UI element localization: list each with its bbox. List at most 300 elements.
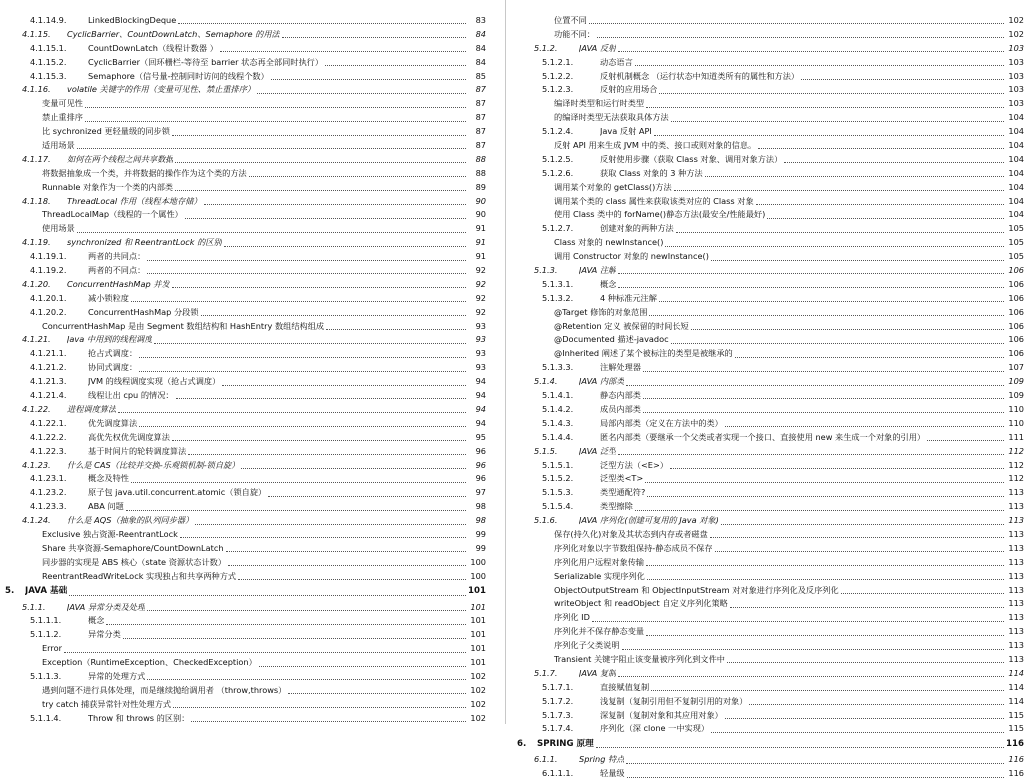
- toc-entry-number: 4.1.23.: [22, 459, 51, 470]
- toc-entry[interactable]: [512, 167, 1030, 181]
- toc-entry[interactable]: [0, 556, 500, 570]
- dot-leader: [226, 551, 466, 552]
- toc-entry[interactable]: [512, 611, 1030, 625]
- toc-entry[interactable]: [512, 514, 1030, 528]
- dot-leader: [173, 707, 466, 708]
- toc-entry-number: 6.1.1.1.: [542, 768, 574, 779]
- toc-entry-number: 5.1.5.: [534, 445, 558, 456]
- dot-leader: [176, 398, 466, 399]
- toc-entry[interactable]: [0, 389, 500, 403]
- toc-entry-title: 功能不同：: [554, 28, 595, 39]
- dot-leader: [147, 679, 466, 680]
- dot-leader: [691, 329, 1004, 330]
- toc-entry[interactable]: [0, 153, 500, 167]
- toc-entry[interactable]: [0, 167, 500, 181]
- toc-entry-title: JAVA 异常分类及处理: [67, 601, 146, 612]
- dot-leader: [801, 79, 1004, 80]
- toc-entry-page: 105: [1008, 251, 1024, 262]
- toc-entry-page: 116: [1006, 738, 1024, 749]
- toc-entry-number: 4.1.15.3.: [30, 70, 67, 81]
- dot-leader: [592, 621, 1004, 622]
- dot-leader: [249, 176, 466, 177]
- toc-entry[interactable]: [512, 767, 1030, 781]
- toc-entry-number: 4.1.17.: [22, 153, 51, 164]
- toc-entry-page: 87: [475, 84, 486, 95]
- toc-entry[interactable]: [512, 722, 1030, 736]
- toc-entry[interactable]: [512, 736, 1030, 753]
- toc-entry-page: 112: [1008, 445, 1024, 456]
- toc-entry-page: 103: [1008, 56, 1024, 67]
- dot-leader: [257, 93, 466, 94]
- toc-entry[interactable]: [0, 14, 500, 28]
- toc-entry[interactable]: [512, 125, 1030, 139]
- toc-entry-title: ReentrantReadWriteLock 实现独占和共享两种方式: [42, 570, 237, 581]
- toc-entry-number: 5.1.7.1.: [542, 681, 574, 692]
- toc-entry-page: 113: [1008, 528, 1024, 539]
- toc-entry-number: 5.1.2.1.: [542, 56, 574, 67]
- toc-entry[interactable]: [512, 556, 1030, 570]
- toc-entry[interactable]: [0, 208, 500, 222]
- toc-entry-number: 5.1.4.4.: [542, 431, 574, 442]
- dot-leader: [201, 315, 466, 316]
- toc-entry-page: 96: [475, 445, 486, 456]
- toc-entry-page: 115: [1008, 709, 1024, 720]
- toc-entry-title: 局部内部类（定义在方法中的类）: [600, 417, 723, 428]
- dot-leader: [172, 135, 466, 136]
- toc-entry[interactable]: [0, 111, 500, 125]
- toc-entry-number: 4.1.20.1.: [30, 292, 67, 303]
- dot-leader: [180, 537, 466, 538]
- toc-entry-title: JAVA 序列化(创建可复用的 Java 对象): [579, 515, 719, 526]
- toc-entry[interactable]: [0, 698, 500, 712]
- toc-entry-page: 104: [1008, 112, 1024, 123]
- toc-entry[interactable]: [512, 695, 1030, 709]
- toc-entry-number: 5.1.2.6.: [542, 167, 574, 178]
- dot-leader: [597, 37, 1004, 38]
- toc-entry-page: 87: [475, 126, 486, 137]
- toc-entry[interactable]: [0, 500, 500, 514]
- toc-entry[interactable]: [0, 320, 500, 334]
- toc-entry-title: ThreadLocalMap（线程的一个属性）: [42, 209, 183, 220]
- dot-leader: [224, 246, 466, 247]
- toc-entry[interactable]: [512, 250, 1030, 264]
- toc-entry-title: @Inherited 阐述了某个被标注的类型是被继承的: [554, 348, 733, 359]
- dot-leader: [123, 638, 466, 639]
- toc-entry-page: 98: [475, 515, 486, 526]
- dot-leader: [271, 79, 466, 80]
- toc-entry[interactable]: [0, 472, 500, 486]
- toc-entry[interactable]: [512, 570, 1030, 584]
- dot-leader: [622, 649, 1004, 650]
- toc-entry[interactable]: [0, 445, 500, 459]
- toc-entry-number: 4.1.21.2.: [30, 362, 67, 373]
- toc-entry[interactable]: [512, 445, 1030, 459]
- toc-entry[interactable]: [0, 459, 500, 473]
- toc-entry-title: 创建对象的两种方法: [600, 223, 674, 234]
- toc-entry[interactable]: [512, 320, 1030, 334]
- toc-entry-title: 泛型类<T>: [600, 473, 644, 484]
- toc-entry-number: 4.1.19.: [22, 237, 51, 248]
- toc-entry-title: 类型通配符?: [600, 487, 646, 498]
- toc-entry[interactable]: [0, 584, 500, 601]
- toc-entry-page: 91: [475, 251, 486, 262]
- toc-entry[interactable]: [512, 181, 1030, 195]
- toc-entry[interactable]: [0, 601, 500, 615]
- toc-entry[interactable]: [512, 653, 1030, 667]
- toc-entry[interactable]: [512, 139, 1030, 153]
- toc-entry-title: 序列化并不保存静态变量: [554, 626, 645, 637]
- dot-leader: [139, 426, 466, 427]
- toc-entry[interactable]: [512, 236, 1030, 250]
- dot-leader: [626, 385, 1004, 386]
- toc-entry-title: Exclusive 独占资源-ReentrantLock: [42, 528, 178, 539]
- toc-entry-title: Class 对象的 newInstance(): [554, 237, 664, 248]
- toc-entry-number: 5.1.2.7.: [542, 223, 574, 234]
- toc-entry-page: 104: [1008, 153, 1024, 164]
- toc-entry-page: 88: [475, 167, 486, 178]
- dot-leader: [282, 37, 466, 38]
- dot-leader: [635, 65, 1004, 66]
- toc-entry[interactable]: [0, 83, 500, 97]
- dot-leader: [268, 496, 466, 497]
- dot-leader: [659, 93, 1004, 94]
- dot-leader: [85, 107, 466, 108]
- toc-entry-number: 4.1.23.2.: [30, 487, 67, 498]
- toc-entry-page: 113: [1008, 640, 1024, 651]
- toc-entry[interactable]: [512, 375, 1030, 389]
- toc-entry-page: 105: [1008, 223, 1024, 234]
- toc-entry-page: 94: [475, 376, 486, 387]
- toc-entry[interactable]: [512, 639, 1030, 653]
- toc-entry[interactable]: [512, 681, 1030, 695]
- toc-entry-number: 5.1.5.1.: [542, 459, 574, 470]
- toc-entry-title: 静态内部类: [600, 390, 641, 401]
- toc-entry[interactable]: [512, 28, 1030, 42]
- toc-entry-number: 5.1.2.: [534, 42, 558, 53]
- toc-entry-number: 4.1.16.: [22, 84, 51, 95]
- toc-entry[interactable]: [0, 514, 500, 528]
- toc-list-right: [512, 14, 1030, 781]
- toc-entry-page: 114: [1008, 695, 1024, 706]
- toc-entry[interactable]: [512, 195, 1030, 209]
- toc-entry-number: 4.1.22.2.: [30, 431, 67, 442]
- toc-entry-title: 使用 Class 类中的 forName()静态方法(最安全/性能最好): [554, 209, 766, 220]
- toc-entry[interactable]: [0, 236, 500, 250]
- toc-entry[interactable]: [512, 153, 1030, 167]
- toc-entry[interactable]: [0, 264, 500, 278]
- toc-entry-title: ConcurrentHashMap 分段锁: [88, 306, 199, 317]
- dot-leader: [635, 510, 1004, 511]
- toc-entry[interactable]: [512, 83, 1030, 97]
- dot-leader: [326, 329, 466, 330]
- toc-entry-page: 103: [1008, 70, 1024, 81]
- dot-leader: [715, 551, 1004, 552]
- toc-entry-page: 101: [470, 601, 486, 612]
- toc-entry-title: 成员内部类: [600, 403, 641, 414]
- toc-entry-number: 5.1.1.3.: [30, 670, 62, 681]
- toc-entry-page: 103: [1008, 98, 1024, 109]
- toc-entry[interactable]: [512, 42, 1030, 56]
- toc-entry[interactable]: [0, 417, 500, 431]
- toc-entry[interactable]: [0, 42, 500, 56]
- dot-leader: [147, 260, 466, 261]
- toc-entry-title: JAVA 复制: [579, 667, 617, 678]
- dot-leader: [710, 537, 1004, 538]
- toc-entry[interactable]: [512, 472, 1030, 486]
- toc-entry[interactable]: [0, 195, 500, 209]
- toc-entry-page: 104: [1008, 181, 1024, 192]
- dot-leader: [711, 260, 1004, 261]
- toc-entry-number: 5.1.6.: [534, 515, 558, 526]
- toc-entry-number: 5.1.1.2.: [30, 629, 62, 640]
- toc-entry-title: 序列化子父类说明: [554, 640, 620, 651]
- toc-entry-page: 98: [475, 501, 486, 512]
- toc-entry[interactable]: [512, 111, 1030, 125]
- toc-entry-page: 105: [1008, 237, 1024, 248]
- toc-entry-page: 113: [1008, 515, 1024, 526]
- toc-entry[interactable]: [0, 361, 500, 375]
- dot-leader: [596, 747, 1004, 748]
- toc-entry[interactable]: [512, 222, 1030, 236]
- dot-leader: [195, 524, 466, 525]
- toc-entry-page: 110: [1008, 417, 1024, 428]
- toc-entry-title: 匿名内部类（要继承一个父类或者实现一个接口、直接使用 new 来生成一个对象的引用）: [600, 431, 926, 442]
- toc-entry-title: 什么是 AQS（抽象的队列同步器）: [67, 515, 194, 526]
- toc-entry-title: volatile 关键字的作用（变量可见性、禁止重排序）: [67, 84, 256, 95]
- dot-leader: [756, 204, 1004, 205]
- dot-leader: [131, 301, 466, 302]
- dot-leader: [643, 371, 1004, 372]
- toc-entry[interactable]: [0, 333, 500, 347]
- dot-leader: [77, 232, 466, 233]
- toc-entry[interactable]: [512, 389, 1030, 403]
- toc-entry-number: 5.1.2.4.: [542, 126, 574, 137]
- toc-entry-title: 基于时间片的轮转调度算法: [88, 445, 187, 456]
- toc-entry-page: 93: [475, 320, 486, 331]
- toc-entry-title: 直接赋值复制: [600, 681, 650, 692]
- toc-entry-page: 104: [1008, 140, 1024, 151]
- toc-entry[interactable]: [0, 97, 500, 111]
- dot-leader: [725, 426, 1004, 427]
- toc-entry[interactable]: [0, 125, 500, 139]
- toc-entry[interactable]: [512, 56, 1030, 70]
- toc-entry-page: 101: [470, 657, 486, 668]
- toc-entry-page: 85: [475, 70, 486, 81]
- toc-entry[interactable]: [512, 431, 1030, 445]
- toc-entry-number: 5.1.1.1.: [30, 615, 62, 626]
- toc-entry-number: 4.1.22.1.: [30, 417, 67, 428]
- toc-entry[interactable]: [512, 709, 1030, 723]
- toc-entry-title: Exception（RuntimeException、CheckedException）: [42, 657, 257, 668]
- toc-entry[interactable]: [512, 278, 1030, 292]
- toc-entry-title: 原子包 java.util.concurrent.atomic（锁自旋）: [88, 487, 267, 498]
- toc-entry[interactable]: [0, 403, 500, 417]
- toc-entry[interactable]: [512, 208, 1030, 222]
- toc-entry-page: 103: [1008, 84, 1024, 95]
- toc-entry-page: 90: [475, 209, 486, 220]
- toc-entry-title: 遇到问题不进行具体处理，而是继续抛给调用者 （throw,throws）: [42, 684, 287, 695]
- toc-entry[interactable]: [0, 684, 500, 698]
- toc-entry-title: 保存(持久化)对象及其状态到内存或者磁盘: [554, 528, 708, 539]
- toc-entry-page: 100: [470, 556, 486, 567]
- dot-leader: [665, 246, 1004, 247]
- toc-entry-page: 113: [1008, 653, 1024, 664]
- dot-leader: [645, 482, 1004, 483]
- toc-entry-page: 107: [1008, 362, 1024, 373]
- toc-entry-page: 113: [1008, 487, 1024, 498]
- toc-entry-number: 5.1.2.5.: [542, 153, 574, 164]
- toc-entry-title: 将数据抽象成一个类，并将数据的操作作为这个类的方法: [42, 167, 247, 178]
- dot-leader: [721, 524, 1004, 525]
- toc-entry-title: 浅复制（复制引用但不复制引用的对象）: [600, 695, 748, 706]
- toc-entry[interactable]: [512, 500, 1030, 514]
- toc-entry[interactable]: [0, 250, 500, 264]
- toc-entry-title: 减小锁粒度: [88, 292, 129, 303]
- toc-entry[interactable]: [0, 56, 500, 70]
- toc-entry-title: JAVA 注解: [579, 265, 617, 276]
- dot-leader: [228, 565, 466, 566]
- toc-entry[interactable]: [512, 667, 1030, 681]
- toc-entry-title: 概念: [88, 615, 105, 626]
- toc-entry-number: 5.1.7.4.: [542, 723, 574, 734]
- toc-entry[interactable]: [0, 528, 500, 542]
- toc-entry-title: 序列化用户远程对象传输: [554, 556, 645, 567]
- toc-entry[interactable]: [512, 347, 1030, 361]
- toc-entry[interactable]: [0, 486, 500, 500]
- toc-entry[interactable]: [0, 70, 500, 84]
- dot-leader: [758, 148, 1004, 149]
- toc-entry-number: 5.1.1.: [22, 601, 46, 612]
- toc-entry-number: 5.1.3.1.: [542, 278, 574, 289]
- toc-entry-page: 112: [1008, 459, 1024, 470]
- toc-entry[interactable]: [512, 597, 1030, 611]
- toc-entry-page: 102: [1008, 28, 1024, 39]
- toc-entry-page: 93: [475, 362, 486, 373]
- toc-entry-page: 102: [470, 670, 486, 681]
- toc-entry[interactable]: [512, 403, 1030, 417]
- toc-entry[interactable]: [512, 14, 1030, 28]
- toc-entry-number: 4.1.21.3.: [30, 376, 67, 387]
- dot-leader: [185, 218, 466, 219]
- toc-entry-page: 102: [470, 698, 486, 709]
- toc-entry-page: 102: [1008, 15, 1024, 25]
- dot-leader: [670, 468, 1004, 469]
- toc-entry-title: 深复制（复制对象和其应用对象）: [600, 709, 723, 720]
- toc-entry-page: 104: [1008, 195, 1024, 206]
- toc-entry-page: 113: [1008, 501, 1024, 512]
- toc-entry[interactable]: [0, 614, 500, 628]
- dot-leader: [643, 412, 1004, 413]
- toc-entry[interactable]: [0, 712, 500, 726]
- toc-entry[interactable]: [512, 625, 1030, 639]
- toc-entry-page: 106: [1008, 306, 1024, 317]
- toc-entry-title: @Retention 定义 被保留的时间长短: [554, 320, 689, 331]
- toc-entry-page: 115: [1008, 723, 1024, 734]
- toc-entry-number: 4.1.15.: [22, 28, 51, 39]
- toc-entry-page: 101: [470, 615, 486, 626]
- toc-entry-title: 编译时类型和运行时类型: [554, 98, 645, 109]
- toc-entry-page: 106: [1008, 320, 1024, 331]
- toc-entry[interactable]: [512, 292, 1030, 306]
- toc-entry[interactable]: [512, 264, 1030, 278]
- toc-entry-page: 93: [475, 334, 486, 345]
- toc-entry-number: 4.1.19.2.: [30, 265, 67, 276]
- toc-entry[interactable]: [0, 542, 500, 556]
- dot-leader: [77, 148, 466, 149]
- toc-entry[interactable]: [0, 347, 500, 361]
- toc-entry-number: 5.1.4.1.: [542, 390, 574, 401]
- toc-entry[interactable]: [512, 70, 1030, 84]
- toc-entry[interactable]: [512, 542, 1030, 556]
- toc-entry-page: 90: [475, 195, 486, 206]
- toc-entry-title: 概念: [600, 278, 617, 289]
- toc-entry-page: 92: [475, 278, 486, 289]
- toc-entry[interactable]: [512, 417, 1030, 431]
- toc-entry-page: 104: [1008, 209, 1024, 220]
- toc-entry[interactable]: [512, 584, 1030, 598]
- toc-entry[interactable]: [0, 292, 500, 306]
- toc-entry-title: 进程调度算法: [67, 403, 117, 414]
- toc-entry[interactable]: [512, 459, 1030, 473]
- toc-entry-page: 112: [1008, 473, 1024, 484]
- dot-leader: [175, 162, 466, 163]
- toc-entry-number: 5.1.4.2.: [542, 403, 574, 414]
- dot-leader: [222, 385, 466, 386]
- dot-leader: [647, 496, 1004, 497]
- toc-entry-page: 111: [1008, 431, 1024, 442]
- toc-entry[interactable]: [512, 97, 1030, 111]
- toc-entry-number: 4.1.22.3.: [30, 445, 67, 456]
- toc-entry-title: Semaphore（信号量-控制同时访问的线程个数）: [88, 70, 269, 81]
- toc-entry-page: 114: [1008, 681, 1024, 692]
- toc-entry[interactable]: [0, 278, 500, 292]
- toc-entry[interactable]: [0, 306, 500, 320]
- toc-entry[interactable]: [0, 670, 500, 684]
- toc-entry-page: 106: [1008, 348, 1024, 359]
- toc-entry[interactable]: [0, 431, 500, 445]
- toc-entry-page: 104: [1008, 167, 1024, 178]
- toc-entry-page: 101: [470, 629, 486, 640]
- toc-entry-number: 4.1.19.1.: [30, 251, 67, 262]
- toc-entry-title: JAVA 内部类: [579, 376, 625, 387]
- toc-entry[interactable]: [0, 570, 500, 584]
- toc-entry-number: 5.1.7.2.: [542, 695, 574, 706]
- toc-entry[interactable]: [0, 222, 500, 236]
- dot-leader: [727, 662, 1004, 663]
- toc-entry-title: 抢占式调度：: [88, 348, 138, 359]
- toc-entry[interactable]: [0, 628, 500, 642]
- toc-entry-page: 113: [1008, 612, 1024, 623]
- toc-entry[interactable]: [512, 528, 1030, 542]
- toc-entry[interactable]: [0, 28, 500, 42]
- toc-entry[interactable]: [0, 642, 500, 656]
- toc-entry-page: 87: [475, 112, 486, 123]
- toc-entry-title: 反射 API 用来生成 JVM 中的类、接口或则对象的信息。: [554, 140, 757, 151]
- dot-leader: [126, 510, 466, 511]
- toc-entry[interactable]: [512, 361, 1030, 375]
- toc-entry-number: 4.1.18.: [22, 195, 51, 206]
- toc-entry[interactable]: [0, 181, 500, 195]
- toc-entry[interactable]: [512, 306, 1030, 320]
- toc-entry-title: try catch 捕获异常针对性处理方式: [42, 698, 172, 709]
- toc-entry[interactable]: [512, 333, 1030, 347]
- toc-entry[interactable]: [512, 753, 1030, 767]
- toc-entry[interactable]: [512, 486, 1030, 500]
- toc-entry[interactable]: [0, 139, 500, 153]
- toc-entry-page: 95: [475, 431, 486, 442]
- toc-entry[interactable]: [0, 375, 500, 389]
- toc-entry[interactable]: [0, 656, 500, 670]
